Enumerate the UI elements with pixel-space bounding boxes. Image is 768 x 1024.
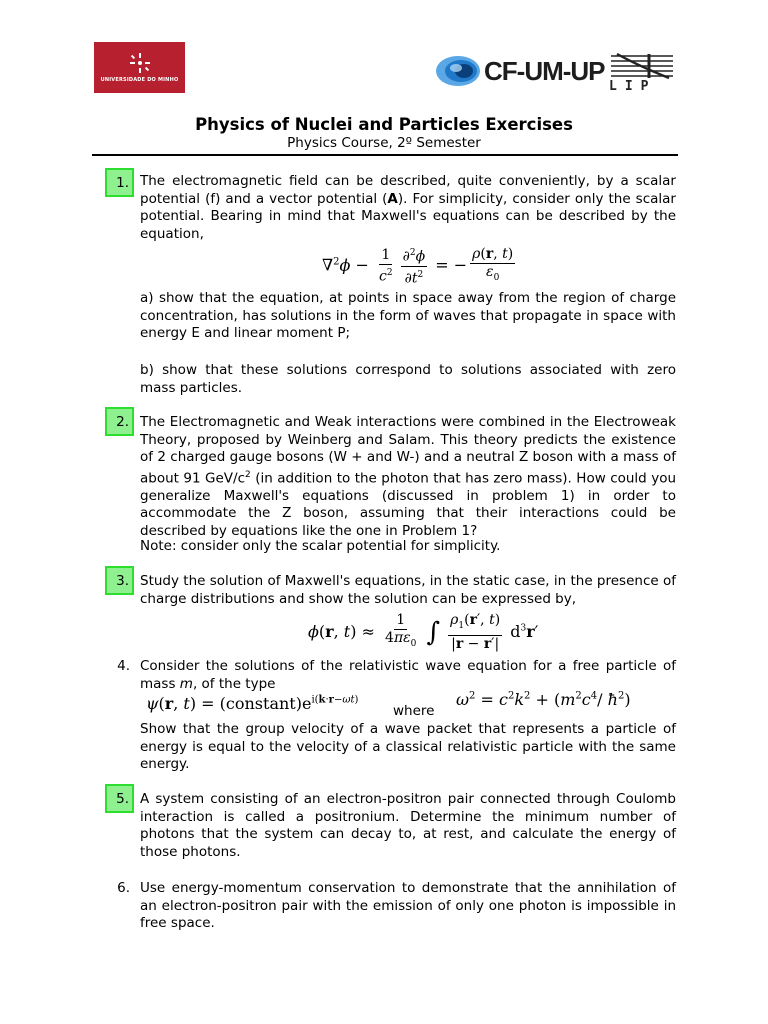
title-divider xyxy=(92,154,678,156)
cf-um-up-logo xyxy=(434,54,605,88)
lip-logo xyxy=(609,52,675,92)
universidade-do-minho-logo xyxy=(94,42,185,93)
problem-4-text xyxy=(140,658,676,693)
cf-swirl-icon xyxy=(434,54,480,88)
problem-2-text xyxy=(140,414,676,541)
um-emblem-icon xyxy=(129,52,151,74)
problem-6-number: 6. xyxy=(117,880,130,896)
problem-3-equation: ϕ(r, t) ≈ $\frac{1}{4\pi\varepsilon_0}$ ∫ $\frac{\rho_1(r', t)}{|r - r'|}$ $d^3r'$ xyxy=(308,612,539,652)
problem-1-equation: ∇$^2$ϕ − $\frac{1}{c^2}$ $\frac{\partial^2\phi}{\partial t^2}$ = − $\frac{\rho(r, t)}{\varepsilon_0}$ xyxy=(322,245,514,287)
problem-4-wavefunction: ψ(r, $t) = (constant)e^{i(k\cdot r-\omega t)}$ xyxy=(146,694,359,713)
lip-logo-text: LIP xyxy=(609,79,657,94)
problem-1-intro-a: The electromagnetic field can be described, quite conveniently, by a scalar potential (f) and a vector potential ( xyxy=(140,173,676,207)
problem-2-number: 2. xyxy=(105,407,134,436)
lip-graphic-icon xyxy=(609,52,675,80)
problem-4-dispersion: $\omega^2 = c^2k^2 + (m^2c^4/$ $ħ^2$) xyxy=(456,690,631,709)
problem-2-text-a: The Electromagnetic and Weak interactions were combined in the Electroweak Theory, proposed by Weinberg and Salam. This theory predicts the existence of 2 charged gauge bosons (W + and W-) and a neutral Z boson with a mass of about 91 GeV/c xyxy=(140,414,676,487)
problem-2-text-b: (in addition to the photon that has zero mass). How could you generalize Maxwell's equations (discussed in problem 1) in order to accommodate the Z boson, assuming that their interactions could be described by equations like the one in Problem 1? xyxy=(140,470,677,540)
problem-4-italic: m xyxy=(179,675,193,692)
problem-4-question: Show that the group velocity of a wave packet that represents a particle of energy is equal to the velocity of a classical relativistic particle with the same energy. xyxy=(140,721,676,773)
um-logo-text: UNIVERSIDADE DO MINHO xyxy=(100,77,179,83)
problem-1-intro xyxy=(140,173,676,243)
problem-1-intro-bold: A xyxy=(387,190,398,207)
problem-3-number: 3. xyxy=(105,566,134,595)
page-title: Physics of Nuclei and Particles Exercises xyxy=(195,115,573,134)
problem-4-text-b: , of the type xyxy=(192,675,276,692)
problem-4-where: where xyxy=(393,703,435,719)
problem-5-text: A system consisting of an electron-positron pair connected through Coulomb interaction is called a positronium. Determine the minimum number of photons that the system can decay to, at rest, and calculate the energy of those photons. xyxy=(140,791,676,860)
cf-logo-text: CF-UM-UP xyxy=(484,55,605,86)
problem-2-superscript: 2 xyxy=(245,469,251,480)
page-subtitle: Physics Course, 2º Semester xyxy=(287,135,481,151)
problem-6-text: Use energy-momentum conservation to demonstrate that the annihilation of an electron-positron pair with the emission of only one photon is impossible in free space. xyxy=(140,880,676,932)
problem-3-text: Study the solution of Maxwell's equations, in the static case, in the presence of charge distributions and show the solution can be expressed by, xyxy=(140,573,676,607)
problem-2-note: Note: consider only the scalar potential for simplicity. xyxy=(140,538,501,554)
problem-4-text-a: Consider the solutions of the relativistic wave equation for a free particle of mass xyxy=(140,658,676,692)
problem-1-intro-b: ). For simplicity, consider only the scalar potential. Bearing in mind that Maxwell's equations can be described by the equation, xyxy=(140,190,676,242)
problem-1-part-b: b) show that these solutions correspond to solutions associated with zero mass particles. xyxy=(140,362,676,396)
problem-5-number: 5. xyxy=(105,784,134,813)
problem-1-number: 1. xyxy=(105,168,134,197)
problem-4-number: 4. xyxy=(117,658,130,674)
problem-1-part-a: a) show that the equation, at points in space away from the region of charge concentration, has solutions in the form of waves that propagate in space with energy E and linear moment P; xyxy=(140,290,676,342)
